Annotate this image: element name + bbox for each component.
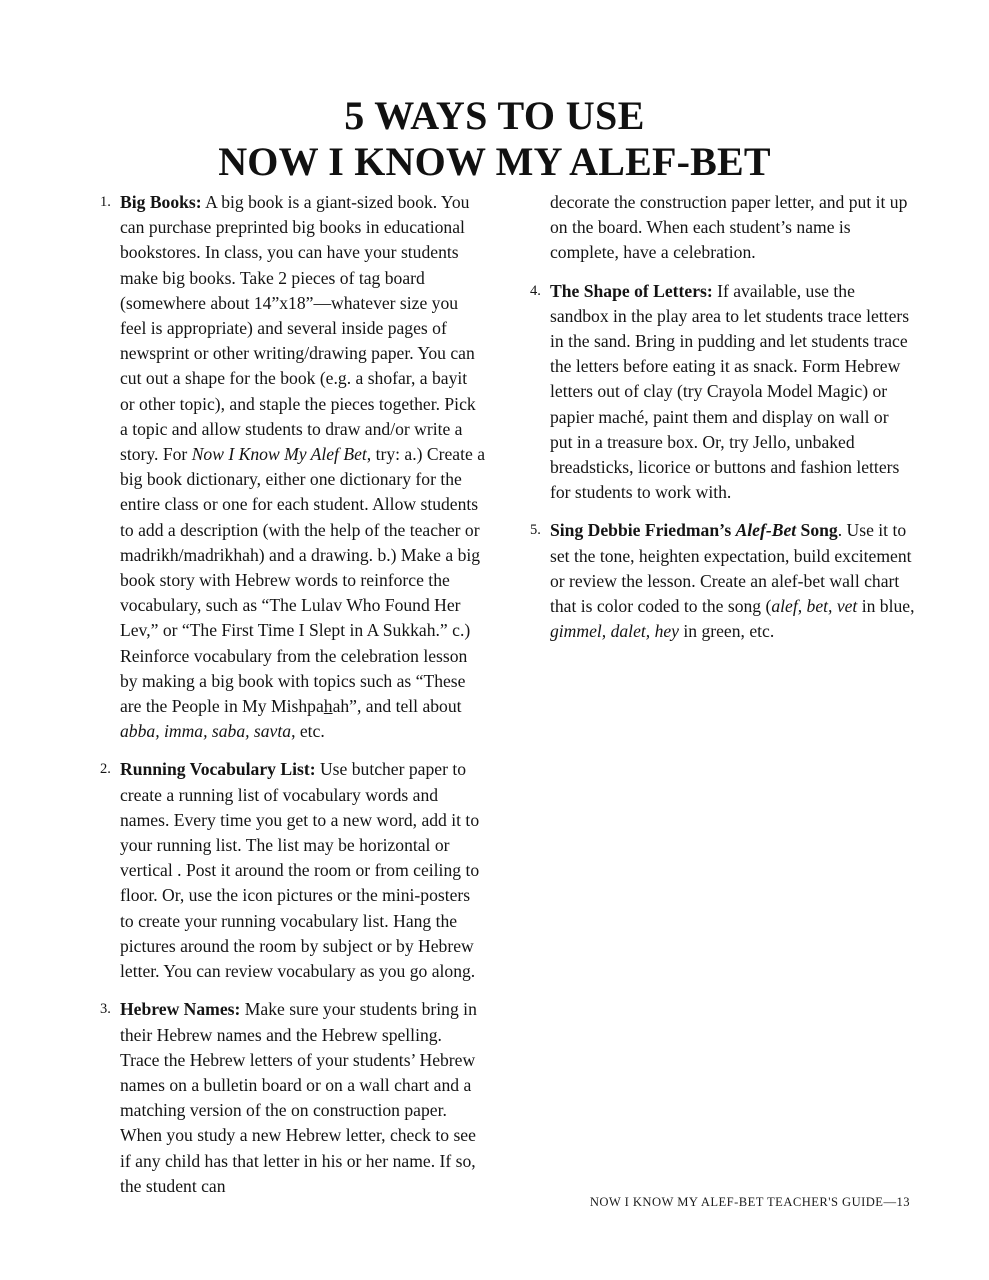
list-item-body [120, 997, 485, 1199]
list-item-running-vocabulary-list [100, 757, 485, 984]
list-item-alef-bet-song [530, 518, 915, 644]
hebrew-letters-blue-italic: alef, bet, vet [771, 596, 858, 617]
list-item-text-4: , etc. [291, 721, 325, 742]
list-item-shape-of-letters [530, 279, 915, 506]
page-title-line-1: 5 WAYS TO USE [344, 92, 645, 138]
list-item-lead: Hebrew Names: [120, 999, 241, 1020]
list-item-lead: Running Vocabulary List: [120, 759, 316, 780]
left-column [100, 190, 485, 1199]
list-item-lead: The Shape of Letters: [550, 280, 713, 301]
list-item-lead: Big Books: [120, 192, 202, 212]
list-item-body [120, 757, 485, 984]
right-column [530, 190, 915, 644]
list-item-lead-part-2: Song [796, 520, 838, 541]
list-item-text-2: in blue, [857, 596, 915, 617]
underlined-letter: h [323, 696, 333, 717]
hebrew-terms-italic: abba, imma, saba, savta [120, 721, 292, 742]
list-item-number: 1. [100, 194, 111, 210]
list-item-big-books [100, 190, 485, 744]
list-item-text-2: , try: a.) Create a big book dictionary, either one dictionary for the entire class or one for each student. Allow students to add a description (with the help of the teacher or madrikh/madrikhah) and a drawing. b.) Make a big book story with Hebrew words to reinforce the vocabulary, such as “The Lulav Who Found Her Lev,” or “The First Time I Slept in A Sukkah.” c.) Reinforce vocabulary from the celebration lesson by making a big book with topics such as “These are the People in My Mishpa [120, 444, 486, 717]
book-title-italic: Now I Know My Alef Bet [191, 444, 367, 465]
list-item-number: 2. [100, 761, 111, 778]
page-title [0, 93, 989, 185]
hebrew-letters-green-italic: gimmel, dalet, hey [550, 621, 679, 642]
list-item-text-1: Make sure your students bring in their Hebrew names and the Hebrew spelling. Trace the Hebrew letters of your students’ Hebrew names on a bulletin board or on a wall chart and a matching version of the on construction paper. When you study a new Hebrew letter, check to see if any child has that letter in his or her name. If so, the student can [120, 999, 477, 1196]
list-item-body [550, 279, 915, 506]
list-item-text-1: If available, use the sandbox in the play area to let students trace letters in the sand. Bring in pudding and let students trace the letters before eating it as snack. Form Hebrew letters out of clay (try Crayola Model Magic) or papier maché, paint them and display on wall or put in a treasure box. Or, try Jello, unbaked breadsticks, licorice or buttons and fashion letters for students to work with. [550, 280, 910, 503]
list-item-number: 3. [100, 1001, 111, 1018]
page-title-line-2: NOW I KNOW MY ALEF-BET [218, 138, 771, 184]
list-item-number: 5. [530, 522, 541, 539]
list-item-body [550, 518, 915, 644]
list-item-text-1: A big book is a giant-sized book. You can purchase preprinted big books in educational bookstores. In class, you can have your students make big books. Take 2 pieces of tag board (somewhere about 14”x18”—whatever size you feel is appropriate) and several inside pages of newsprint or other writing/drawing paper. You can cut out a shape for the book (e.g. a shofar, a bayit or other topic), and staple the pieces together. Pick a topic and allow students to draw and/or write a story. For [120, 192, 476, 465]
list-item-text-1: Use butcher paper to create a running list of vocabulary words and names. Every time you get to a new word, add it to your running list. The list may be horizontal or vertical . Post it around the room or from ceiling to floor. Or, use the icon pictures or the mini-posters to create your running vocabulary list. Hang the pictures around the room by subject or by Hebrew letter. You can review vocabulary as you go along. [120, 759, 480, 982]
list-item-body [120, 190, 485, 744]
list-item-text-3: in green, etc. [678, 621, 775, 642]
page-footer-text: NOW I KNOW MY ALEF-BET TEACHER'S GUIDE—13 [589, 1195, 910, 1209]
right-column-list [530, 279, 915, 645]
left-column-list [100, 190, 485, 1199]
continuation-paragraph: decorate the construction paper letter, and put it up on the board. When each student’s name is complete, have a celebration. [550, 192, 908, 263]
page-footer [590, 1195, 910, 1210]
list-item-lead-part-1: Sing Debbie Friedman’s [550, 520, 736, 541]
song-title-italic: Alef-Bet [735, 520, 797, 541]
list-item-text-1: . Use it to set the tone, heighten expectation, build excitement or review the lesson. Create an alef-bet wall chart that is color coded to the song ( [550, 520, 912, 617]
list-item-hebrew-names [100, 997, 485, 1199]
body-columns [100, 190, 915, 1196]
list-item-number: 4. [530, 282, 541, 299]
list-item-text-3: ah”, and tell about [332, 696, 462, 717]
